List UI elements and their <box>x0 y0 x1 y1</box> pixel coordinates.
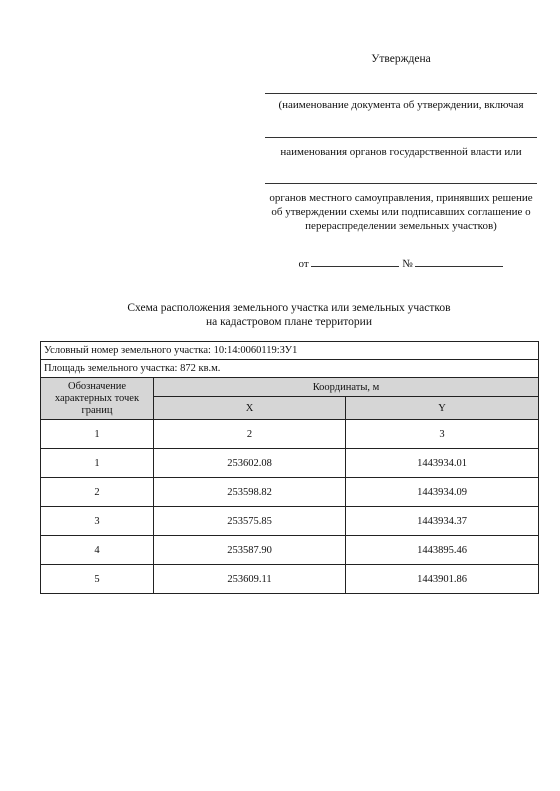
y-cell: 1443901.86 <box>346 565 539 594</box>
approval-rule-2 <box>265 137 537 138</box>
parcel-number-cell: Условный номер земельного участка: 10:14:0060119:ЗУ1 <box>41 342 539 360</box>
approval-line-3: органов местного самоуправления, принявших решение об утверждении схемы или подписавших соглашение о перераспределении земельных участков) <box>269 192 533 232</box>
date-blank <box>311 256 399 267</box>
y-cell: 1443895.46 <box>346 536 539 565</box>
date-label: от <box>298 258 309 270</box>
table-row <box>41 536 539 565</box>
approval-line-1: (наименование документа об утверждении, включая <box>278 99 524 111</box>
table-row <box>41 507 539 536</box>
column-index: 3 <box>346 420 539 449</box>
point-cell: 4 <box>41 536 154 565</box>
header-y: Y <box>346 397 539 420</box>
header-coordinates: Координаты, м <box>154 378 539 397</box>
x-cell: 253602.08 <box>154 449 346 478</box>
x-cell: 253587.90 <box>154 536 346 565</box>
point-cell: 5 <box>41 565 154 594</box>
point-cell: 1 <box>41 449 154 478</box>
table-row <box>41 478 539 507</box>
number-label: № <box>402 258 413 270</box>
approval-rule-1 <box>265 93 537 94</box>
y-cell: 1443934.01 <box>346 449 539 478</box>
y-cell: 1443934.37 <box>346 507 539 536</box>
approval-rule-3 <box>265 183 537 184</box>
schema-title-line-2: на кадастровом плане территории <box>205 316 372 328</box>
approval-line-2: наименования органов государственной власти или <box>280 146 522 158</box>
x-cell: 253598.82 <box>154 478 346 507</box>
table-row <box>41 565 539 594</box>
date-number-line <box>265 256 537 270</box>
column-index: 2 <box>154 420 346 449</box>
coordinates-table <box>40 341 539 594</box>
schema-title-line-1: Схема расположения земельного участка или земельных участков <box>127 302 451 314</box>
number-blank <box>415 256 503 267</box>
column-index-row <box>41 420 539 449</box>
point-cell: 3 <box>41 507 154 536</box>
y-cell: 1443934.09 <box>346 478 539 507</box>
x-cell: 253575.85 <box>154 507 346 536</box>
column-index: 1 <box>41 420 154 449</box>
header-points: Обозначение характерных точек границ <box>41 378 154 420</box>
header-x: X <box>154 397 346 420</box>
parcel-area-cell: Площадь земельного участка: 872 кв.м. <box>41 360 539 378</box>
schema-title <box>40 301 538 329</box>
point-cell: 2 <box>41 478 154 507</box>
approval-title: Утверждена <box>371 53 431 65</box>
x-cell: 253609.11 <box>154 565 346 594</box>
table-row <box>41 449 539 478</box>
